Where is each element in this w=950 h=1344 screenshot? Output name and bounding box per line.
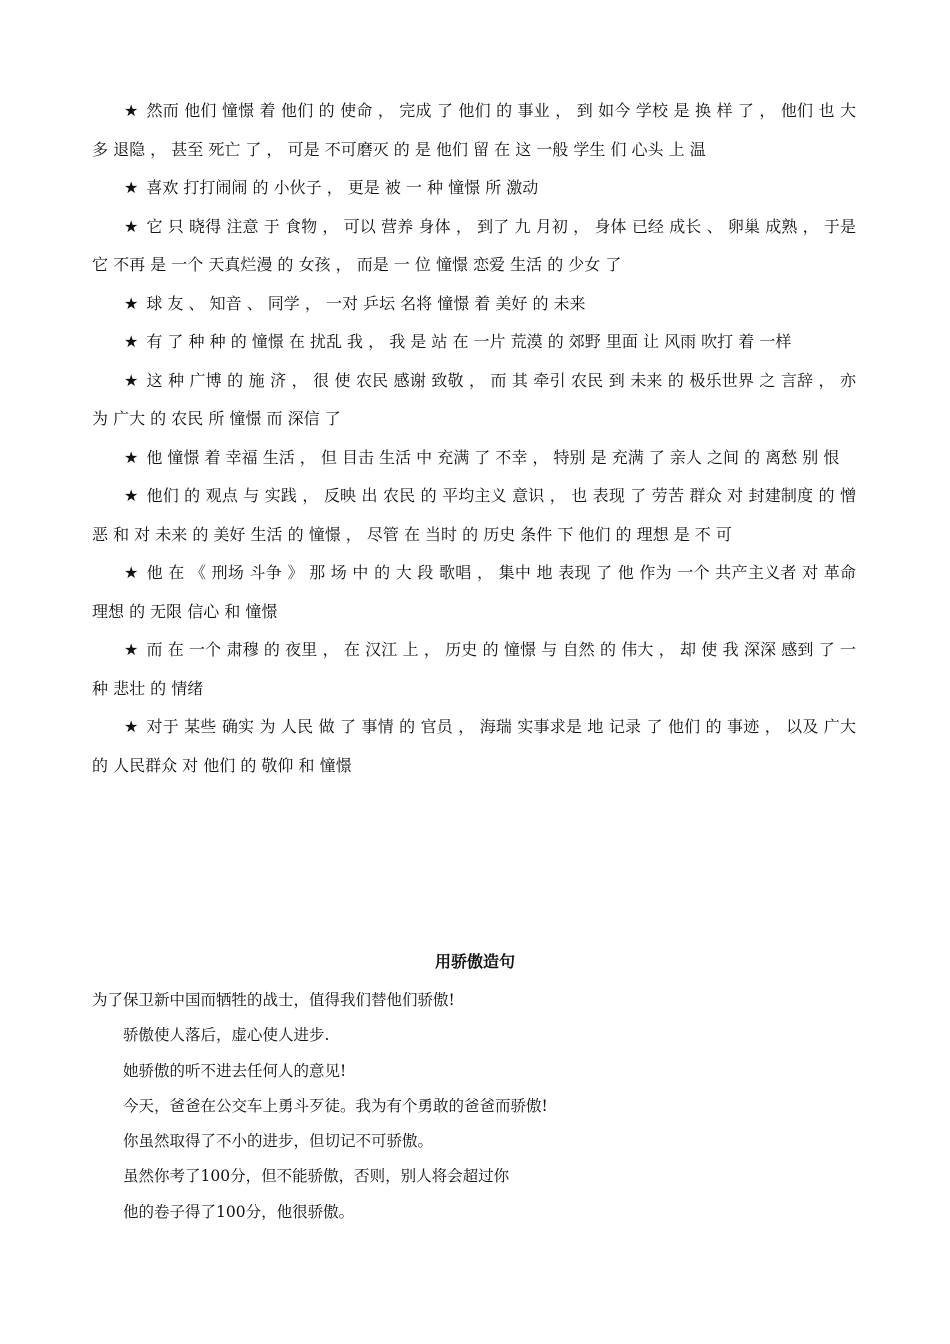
sentence-list xyxy=(92,983,856,1230)
sentence-item: 他的卷子得了100分，他很骄傲。 xyxy=(123,1202,355,1221)
sentence-item: 为了保卫新中国而牺牲的战士，值得我们替他们骄傲! xyxy=(92,991,455,1009)
star-icon: ★ xyxy=(124,178,139,197)
example-sentence: ★ 它 只 晓得 注意 于 食物 ， 可以 营养 身体 ， 到了 九 月初 ， 身体 已经 成长 、 卵巢 成熟 ， 于是 它 不再 是 一个 天真烂漫 的 女孩 ， 而是 一 位 憧憬 恋爱 生活 的 少女 了 xyxy=(92,216,856,274)
example-sentence: ★ 这 种 广博 的 施 济 ， 很 使 农民 感谢 致敬 ， 而 其 牵引 农民 到 未来 的 极乐世界 之 言辞 ， 亦 为 广大 的 农民 所 憧憬 而 深信 了 xyxy=(92,370,856,428)
example-sentence: ★ 他 憧憬 着 幸福 生活 ， 但 目击 生活 中 充满 了 不幸 ， 特别 是 充满 了 亲人 之间 的 离愁 别 恨 xyxy=(124,447,840,467)
example-sentence: ★ 喜欢 打打闹闹 的 小伙子 ， 更是 被 一 种 憧憬 所 激动 xyxy=(124,178,539,197)
star-icon: ★ xyxy=(124,717,139,736)
sentence-item: 今天，爸爸在公交车上勇斗歹徒。我为有个勇敢的爸爸而骄傲! xyxy=(123,1096,548,1115)
sentence-item: 虽然你考了100分，但不能骄傲，否则，别人将会超过你 xyxy=(123,1167,510,1186)
example-sentences-list xyxy=(92,92,856,785)
example-sentence: ★ 他们 的 观点 与 实践 ， 反映 出 农民 的 平均主义 意识 ， 也 表现 了 劳苦 群众 对 封建制度 的 憎恶 和 对 未来 的 美好 生活 的 憧憬 ， 尽管 在 当时 的 历史 条件 下 他们 的 理想 是 不 可 xyxy=(92,486,856,544)
star-icon: ★ xyxy=(124,216,139,236)
sentence-item: 骄傲使人落后，虚心使人进步. xyxy=(123,1026,330,1045)
star-icon: ★ xyxy=(124,563,139,582)
example-sentence: ★ 有 了 种 种 的 憧憬 在 扰乱 我 ， 我 是 站 在 一片 荒漠 的 郊野 里面 让 风雨 吹打 着 一样 xyxy=(124,332,792,351)
star-icon: ★ xyxy=(124,293,139,313)
example-sentence: ★ 而 在 一个 肃穆 的 夜里 ， 在 汉江 上 ， 历史 的 憧憬 与 自然 的 伟大 ， 却 使 我 深深 感到 了 一 种 悲壮 的 情绪 xyxy=(92,640,856,698)
sentence-item: 你虽然取得了不小的进步，但切记不可骄傲。 xyxy=(123,1132,434,1151)
star-icon: ★ xyxy=(124,332,139,351)
example-sentence: ★ 他 在 《 刑场 斗争 》 那 场 中 的 大 段 歌唱 ， 集中 地 表现 了 他 作为 一个 共产主义者 对 革命 理想 的 无限 信心 和 憧憬 xyxy=(92,563,857,621)
section-title: 用骄傲造句 xyxy=(434,952,515,971)
example-sentence: ★ 球 友 、 知音 、 同学 ， 一对 乒坛 名将 憧憬 着 美好 的 未来 xyxy=(124,293,586,313)
sentence-item: 她骄傲的听不进去任何人的意见! xyxy=(123,1061,347,1080)
star-icon: ★ xyxy=(124,447,139,467)
star-icon: ★ xyxy=(124,640,139,659)
example-sentence: ★ 然而 他们 憧憬 着 他们 的 使命 ， 完成 了 他们 的 事业 ， 到 如今 学校 是 换 样 了 ， 他们 也 大多 退隐 ， 甚至 死亡 了 ， 可是 不可磨灭 的 是 他们 留 在 这 一般 学生 们 心头 上 温 xyxy=(92,101,856,159)
star-icon: ★ xyxy=(124,486,139,505)
star-icon: ★ xyxy=(124,101,139,120)
example-sentence: ★ 对于 某些 确实 为 人民 做 了 事情 的 官员 ， 海瑞 实事求是 地 记录 了 他们 的 事迹 ， 以及 广大 的 人民群众 对 他们 的 敬仰 和 憧憬 xyxy=(92,717,856,775)
star-icon: ★ xyxy=(124,370,139,390)
